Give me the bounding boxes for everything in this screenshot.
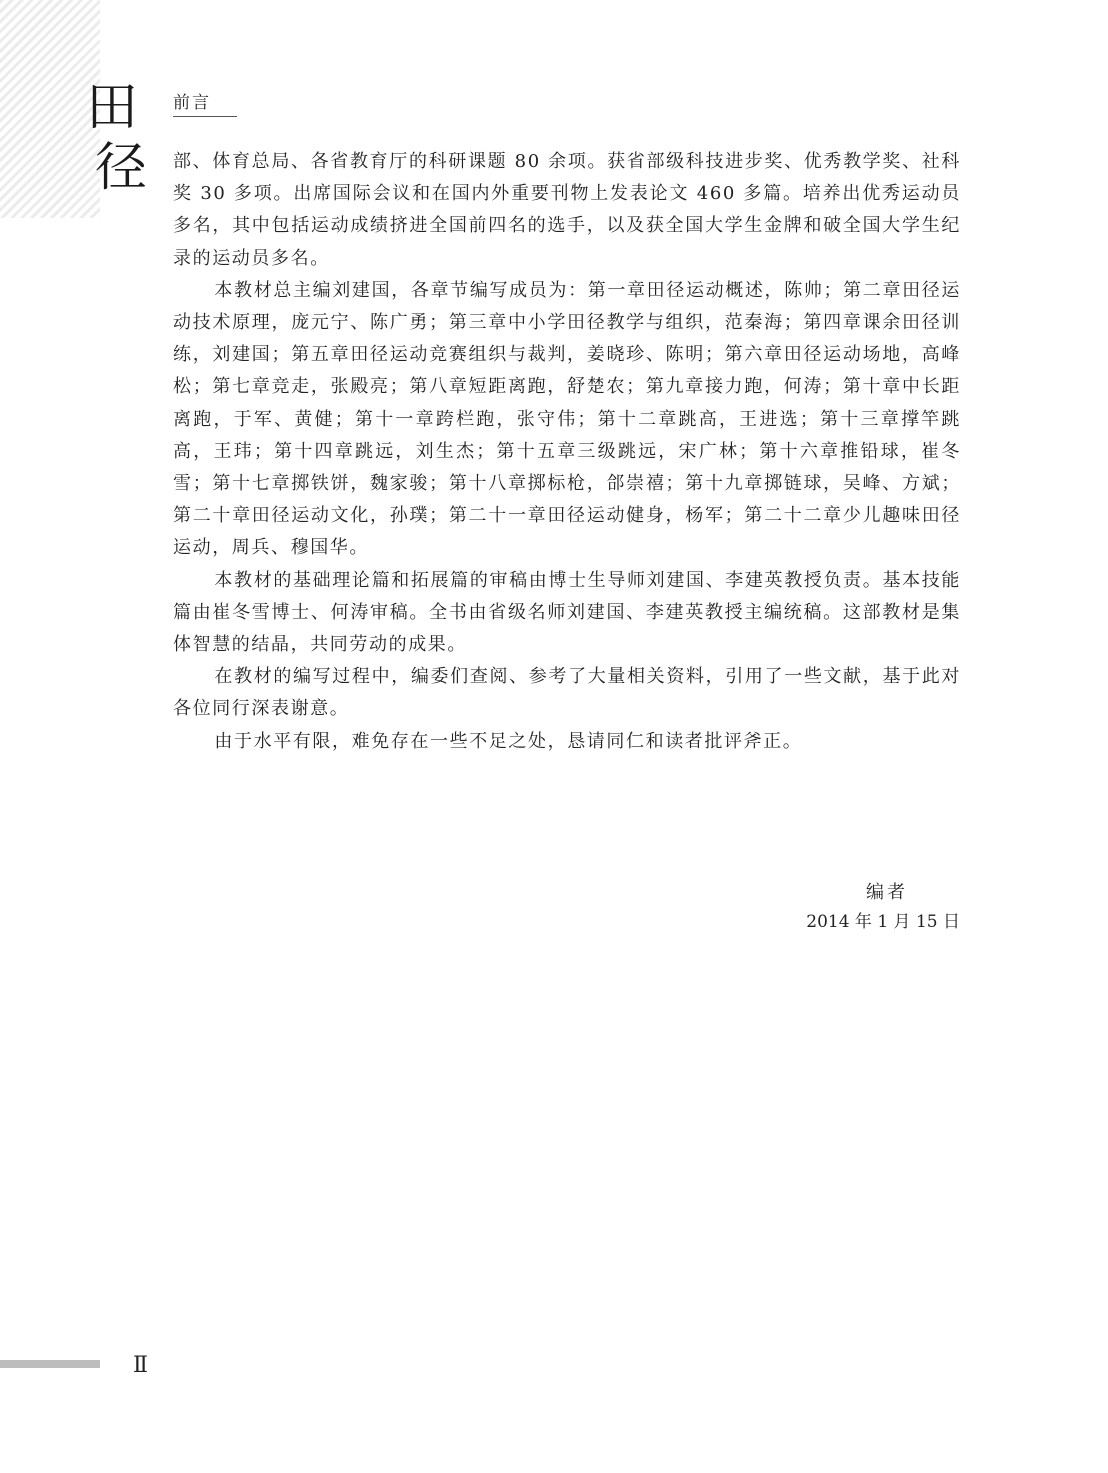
paragraph-review: 本教材的基础理论篇和拓展篇的审稿由博士生导师刘建国、李建英教授负责。基本技能篇由崔冬雪博士、何涛审稿。全书由省级名师刘建国、李建英教授主编统稿。这部教材是集体智慧的结晶，共同劳动的成果。	[173, 569, 961, 656]
preface-body	[173, 146, 961, 758]
paragraph-continuation: 部、体育总局、各省教育厅的科研课题 80 余项。获省部级科技进步奖、优秀教学奖、社科奖 30 多项。出席国际会议和在国内外重要刊物上发表论文 460 多篇。培养出优秀运动员多名，其中包括运动成绩挤进全国前四名的选手，以及获全国大学生金牌和破全国大学生纪录的运动员多名。	[173, 151, 961, 269]
paragraph-acknowledgement: 在教材的编写过程中，编委们查阅、参考了大量相关资料，引用了一些文献，基于此对各位同行深表谢意。	[173, 666, 961, 720]
paragraph-disclaimer: 由于水平有限，难免存在一些不足之处，恳请同仁和读者批评斧正。	[214, 730, 803, 752]
book-title-char-1: 田	[85, 78, 138, 138]
paragraph-authors: 本教材总主编刘建国，各章节编写成员为：第一章田径运动概述，陈帅；第二章田径运动技术原理，庞元宁、陈广勇；第三章中小学田径教学与组织，范秦海；第四章课余田径训练，刘建国；第五章田径运动竞赛组织与裁判，姜晓珍、陈明；第六章田径运动场地，高峰松；第七章竞走，张殿亮；第八章短距离跑，舒楚农；第九章接力跑，何涛；第十章中长距离跑，于军、黄健；第十一章跨栏跑，张守伟；第十二章跳高，王进选；第十三章撑竿跳高，王玮；第十四章跳远，刘生杰；第十五章三级跳远，宋广林；第十六章推铅球，崔冬雪；第十七章掷铁饼，魏家骏；第十八章掷标枪，郃崇禧；第十九章掷链球，吴峰、方斌；第二十章田径运动文化，孙璞；第二十一章田径运动健身，杨军；第二十二章少儿趣味田径运动，周兵、穆国华。	[173, 279, 961, 559]
signoff-editor: 编者	[866, 882, 908, 903]
footer-bar	[0, 1360, 100, 1368]
book-title-char-2: 径	[94, 138, 147, 198]
page-number: Ⅱ	[133, 1352, 148, 1377]
signoff-date: 2014 年 1 月 15 日	[806, 912, 960, 932]
section-header: 前言	[173, 92, 237, 117]
book-title	[72, 78, 152, 198]
